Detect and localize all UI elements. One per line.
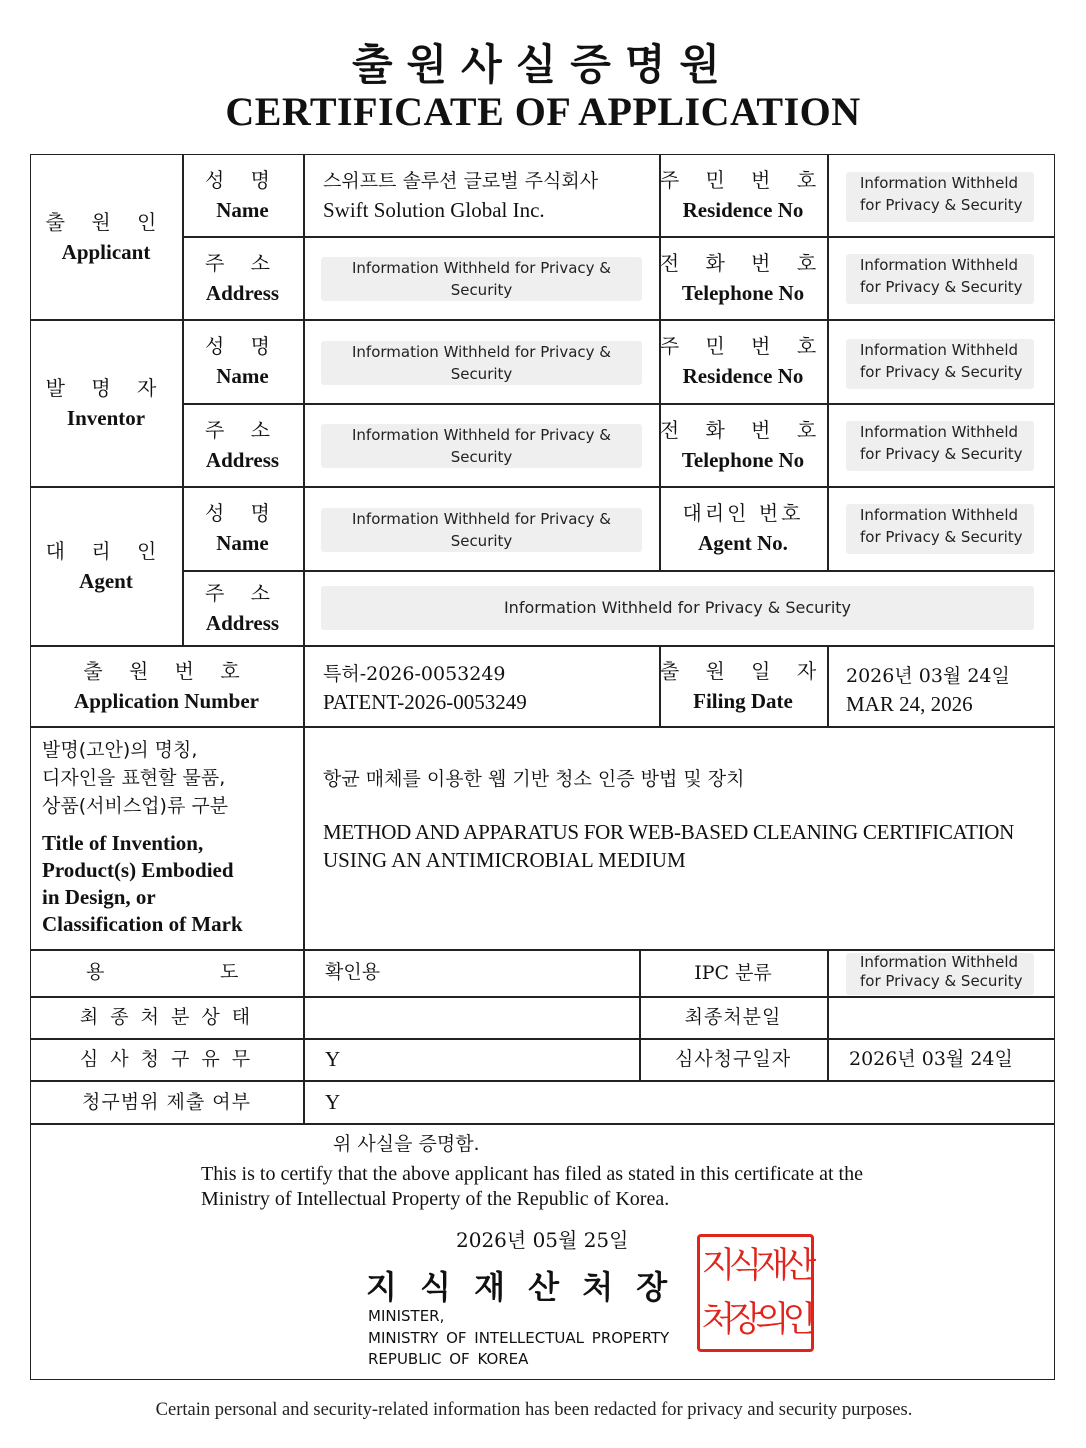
document-title-korean: 출원사실증명원	[351, 40, 734, 89]
applicant-residence-label: 주 민 번 호 Residence No	[659, 168, 827, 222]
inventor-section-label: 발 명 자 Inventor	[45, 375, 167, 430]
inventor-residence-redacted: Information Withheld for Privacy & Security	[846, 339, 1034, 389]
agent-address-label: 주 소 Address	[205, 580, 280, 635]
final-disposition-date-label: 최종처분일	[684, 1006, 782, 1028]
title-of-invention-label: 발명(고안)의 명칭, 디자인을 표현할 물품, 상품(서비스업)류 구분 Title of Invention, Product(s) Embodied in Design, or Classification of Mark	[42, 739, 243, 936]
redaction-footer-note: Certain personal and security-related information has been redacted for privacy and security purposes.	[155, 1400, 913, 1420]
claims-submitted-value: Y	[325, 1090, 341, 1114]
applicant-residence-redacted: Information Withheld for Privacy & Security	[846, 172, 1034, 222]
issue-date: 2026년 05월 25일	[456, 1228, 629, 1252]
issuer-korean: 지 식 재 산 처 장	[366, 1268, 674, 1306]
claims-submitted-label: 청구범위 제출 여부	[82, 1090, 251, 1113]
final-status-label: 최 종 처 분 상 태	[79, 1006, 254, 1028]
official-seal-stamp: 지 식 재 산 처 장 의 인	[697, 1234, 814, 1352]
inventor-telephone-label: 전 화 번 호 Telephone No	[659, 417, 827, 472]
certification-statement-english: This is to certify that the above applicant has filed as stated in this certificate at the Ministry of Intellectual Property of the Republic of Korea.	[201, 1163, 863, 1210]
inventor-name-label: 성 명 Name	[205, 334, 280, 388]
applicant-telephone-label: 전 화 번 호 Telephone No	[659, 250, 827, 305]
purpose-value: 확인용	[325, 961, 381, 983]
ipc-label: IPC 분류	[694, 961, 772, 984]
applicant-telephone-redacted: Information Withheld for Privacy & Security	[846, 254, 1034, 304]
applicant-section-label: 출 원 인 Applicant	[45, 209, 167, 264]
agent-name-redacted: Information Withheld for Privacy & Security	[321, 508, 642, 552]
exam-request-date-label: 심사청구일자	[674, 1048, 792, 1070]
inventor-address-label: 주 소 Address	[205, 417, 280, 472]
inventor-address-redacted: Information Withheld for Privacy & Security	[321, 424, 642, 468]
exam-request-label: 심 사 청 구 유 무	[79, 1048, 254, 1070]
inventor-name-redacted: Information Withheld for Privacy & Security	[321, 341, 642, 385]
inventor-residence-label: 주 민 번 호 Residence No	[659, 334, 827, 388]
application-number-value: 특허-2026-0053249 PATENT-2026-0053249	[323, 663, 527, 714]
applicant-name-label: 성 명 Name	[205, 168, 280, 222]
exam-request-date-value: 2026년 03월 24일	[849, 1048, 1013, 1070]
filing-date-label: 출 원 일 자 Filing Date	[659, 658, 827, 713]
applicant-address-redacted: Information Withheld for Privacy & Security	[321, 257, 642, 301]
ipc-redacted: Information Withheld for Privacy & Security	[846, 953, 1034, 995]
exam-request-value: Y	[325, 1047, 341, 1071]
applicant-address-label: 주 소 Address	[205, 250, 280, 305]
filing-date-value: 2026년 03월 24일 MAR 24, 2026	[846, 665, 1010, 716]
agent-number-redacted: Information Withheld for Privacy & Security	[846, 504, 1034, 554]
purpose-label: 용 도	[86, 961, 239, 983]
agent-address-redacted: Information Withheld for Privacy & Security	[321, 586, 1034, 630]
agent-section-label: 대 리 인 Agent	[45, 538, 167, 593]
agent-name-label: 성 명 Name	[205, 501, 280, 555]
applicant-name-value: 스위프트 솔루션 글로벌 주식회사 Swift Solution Global Inc.	[323, 170, 599, 222]
agent-number-label: 대리인 번호 Agent No.	[682, 501, 804, 555]
certification-statement-korean: 위 사실을 증명함.	[333, 1133, 480, 1155]
document-title-english: CERTIFICATE OF APPLICATION	[225, 89, 861, 134]
issuer-english: MINISTER, MINISTRY OF INTELLECTUAL PROPERTY REPUBLIC OF KOREA	[368, 1307, 670, 1368]
application-number-label: 출 원 번 호 Application Number	[74, 658, 259, 713]
title-of-invention-value: 항균 매체를 이용한 웹 기반 청소 인증 방법 및 장치 METHOD AND APPARATUS FOR WEB-BASED CLEANING CERTIFICATION USING AN ANTIMICROBIAL MEDIUM	[323, 768, 1015, 872]
inventor-telephone-redacted: Information Withheld for Privacy & Security	[846, 421, 1034, 471]
